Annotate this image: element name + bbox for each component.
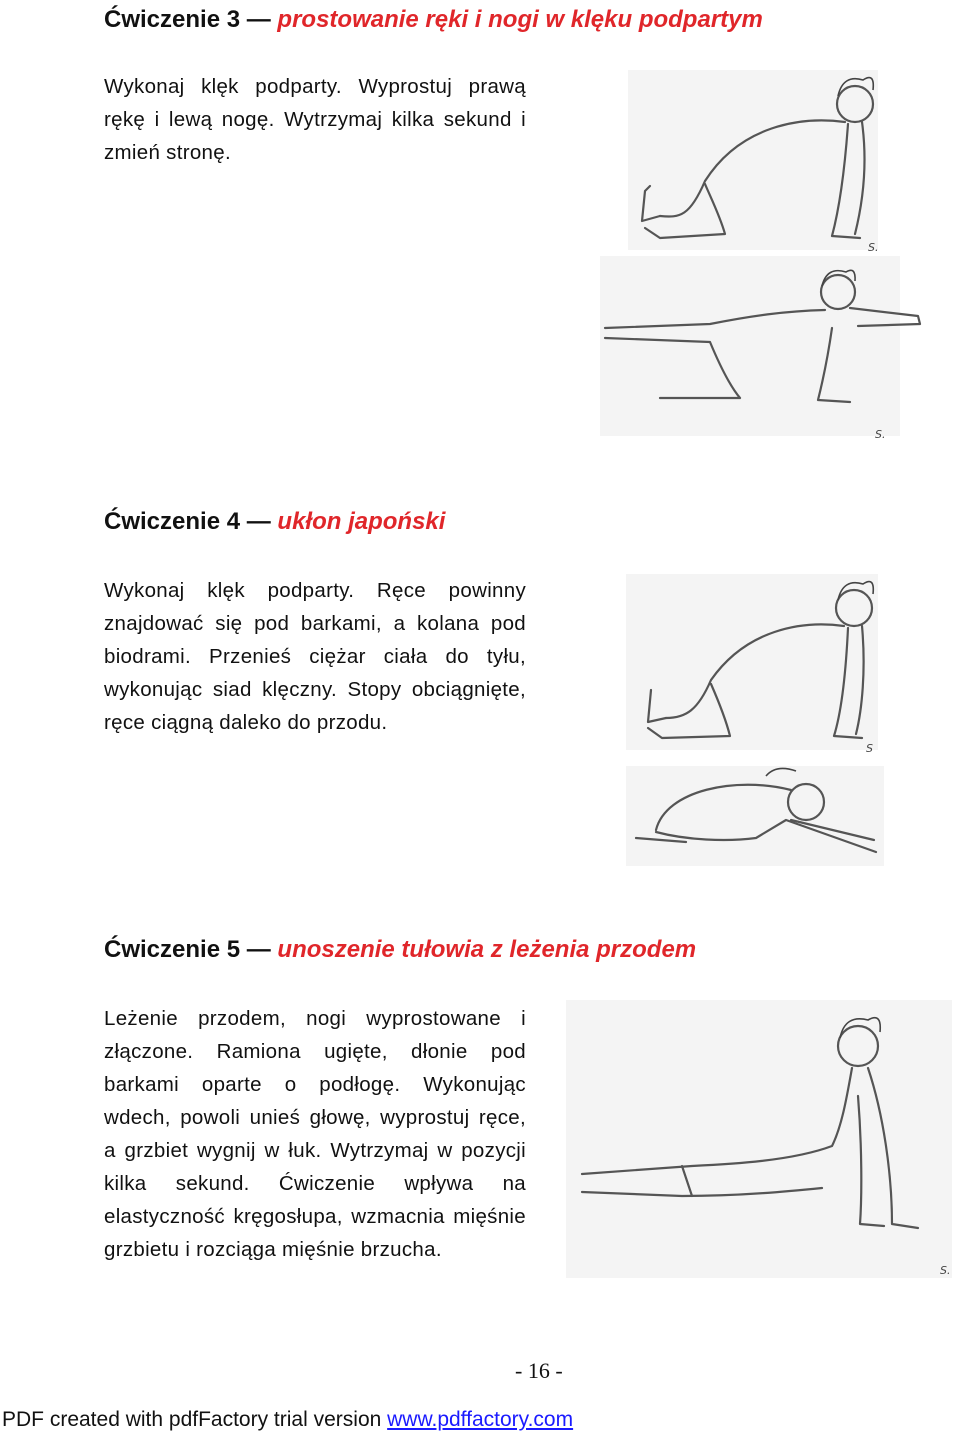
page-number: - 16 - <box>515 1358 563 1383</box>
svg-text:S.: S. <box>940 1264 951 1277</box>
svg-text:S.: S. <box>875 428 886 441</box>
title-dash: — <box>246 6 271 33</box>
kneeling-figure <box>628 70 878 254</box>
exercise-5-number: Ćwiczenie 5 <box>104 936 241 963</box>
exercise-3-number: Ćwiczenie 3 <box>104 6 241 33</box>
pdffactory-link[interactable]: www.pdffactory.com <box>387 1408 574 1431</box>
exercise-5-description: Leżenie przodem, nogi wyprostowane i złączone. Ramiona ugięte, dłonie pod barkami oparte o podłogę. Wykonując wdech, powoli unieś głowę, wyprostuj ręce, a grzbiet wygnij w łuk. Wytrzymaj w pozycji kilka sekund. Ćwiczenie wpływa na elastyczność kręgosłupa, wzmacnia mięśnie grzbietu i rozciąga mięśnie brzucha. <box>104 1007 526 1261</box>
cobra-pose-figure <box>566 1000 952 1278</box>
pdf-footer <box>2 1408 573 1432</box>
exercise-3-subtitle: prostowanie ręki i nogi w klęku podpartym <box>277 6 763 33</box>
kneeling-figure <box>626 574 878 755</box>
exercise-5-subtitle: unoszenie tułowia z leżenia przodem <box>277 936 697 963</box>
exercise-3-description: Wykonaj klęk podparty. Wyprostuj prawą rękę i lewą nogę. Wytrzymaj kilka sekund i zmień stronę. <box>104 75 526 164</box>
title-dash: — <box>246 508 271 535</box>
exercise-4-subtitle: ukłon japoński <box>277 508 446 535</box>
exercise-5-illustration <box>562 996 958 1286</box>
exercise-4-description: Wykonaj klęk podparty. Ręce powinny znajdować się pod barkami, a kolana pod biodrami. Przenieś ciężar ciała do tyłu, wykonując siad klęczny. Stopy obciągnięte, ręce ciągną daleko do przodu. <box>104 579 526 734</box>
signature: S. <box>868 241 879 254</box>
exercise-3-illustration <box>600 66 930 446</box>
svg-text:S: S <box>866 742 873 755</box>
child-pose-figure <box>626 766 884 866</box>
exercise-4-illustration <box>626 570 886 870</box>
footer-text: PDF created with pdfFactory trial version <box>2 1408 388 1431</box>
exercise-5-title <box>104 936 696 964</box>
exercise-4-title <box>104 508 445 536</box>
extended-figure <box>600 256 920 441</box>
title-dash: — <box>246 936 271 963</box>
exercise-4-number: Ćwiczenie 4 <box>104 508 241 535</box>
exercise-3-title <box>104 6 763 34</box>
